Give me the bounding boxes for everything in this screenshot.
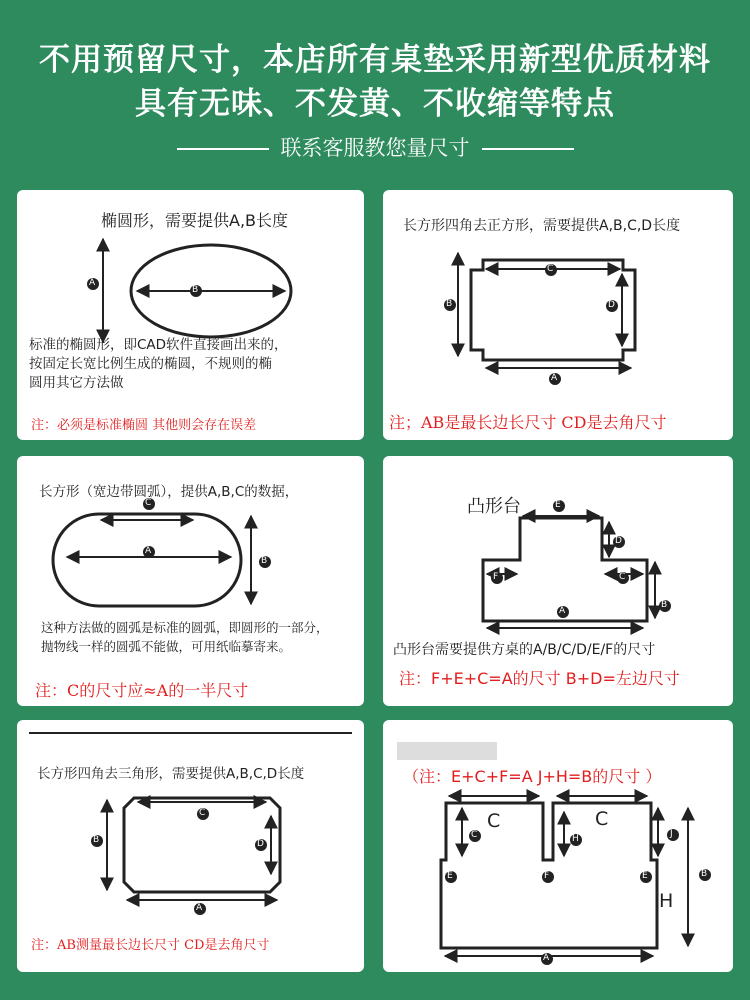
label-c-right-big: C	[595, 808, 609, 830]
card-rect-notch	[383, 190, 733, 440]
label-b: B	[446, 299, 453, 309]
stadium-title: 长方形（宽边带圆弧），提供A,B,C的数据，	[39, 484, 299, 500]
label-c: C	[619, 572, 626, 582]
label-c-left-big: C	[487, 810, 501, 832]
label-a: A	[559, 606, 566, 616]
label-a: A	[543, 953, 550, 963]
card-stadium	[17, 456, 364, 706]
label-c: C	[199, 808, 206, 818]
label-h: H	[572, 834, 579, 844]
label-j: J	[670, 829, 673, 839]
card-double	[383, 720, 733, 972]
double-note: （注：E+C+F=A J+H=B的尺寸 ）	[403, 767, 662, 786]
convex-desc: 凸形台需要提供方桌的A/B/C/D/E/F的尺寸	[393, 642, 656, 658]
label-d-small: C	[471, 830, 478, 840]
divider-right	[482, 148, 574, 150]
label-e-right: E	[642, 871, 648, 881]
label-f: F	[493, 572, 499, 582]
headline-line1: 不用预留尺寸，本店所有桌垫采用新型优质材料	[39, 42, 711, 78]
blurred-mark	[397, 742, 497, 760]
label-f: F	[544, 871, 550, 881]
convex-note: 注：F+E+C=A的尺寸 B+D=左边尺寸	[399, 669, 680, 688]
label-a: A	[551, 373, 558, 383]
label-b: B	[93, 835, 100, 845]
rect-chamfer-note: 注：AB测量最长边长尺寸 CD是去角尺寸	[31, 938, 270, 953]
label-h-big: H	[659, 890, 674, 912]
label-c: C	[145, 498, 152, 508]
label-b: B	[661, 600, 668, 610]
divider-left	[177, 148, 269, 150]
label-a: A	[196, 903, 203, 913]
label-d: D	[257, 839, 264, 849]
label-c: C	[547, 264, 554, 274]
label-e: E	[555, 500, 561, 510]
convex-title: 凸形台	[467, 496, 521, 517]
ellipse-note: 注：必须是标准椭圆 其他则会存在误差	[31, 418, 257, 433]
label-d: D	[608, 300, 615, 310]
ellipse-desc-3: 圆用其它方法做	[29, 375, 124, 391]
stadium-note: 注：C的尺寸应≈A的一半尺寸	[35, 681, 249, 700]
card-convex	[383, 456, 733, 706]
stadium-desc-1: 这种方法做的圆弧是标准的圆弧，即圆形的一部分，	[41, 620, 329, 635]
label-b: B	[192, 285, 199, 295]
label-a: A	[145, 546, 152, 556]
headline-line2: 具有无味、不发黄、不收缩等特点	[135, 86, 615, 122]
ellipse-desc-2: 按固定长宽比例生成的椭圆，不规则的椭	[29, 356, 272, 372]
label-e-left: E	[447, 871, 453, 881]
rect-chamfer-title: 长方形四角去三角形，需要提供A,B,C,D长度	[37, 766, 305, 782]
ellipse-desc-1: 标准的椭圆形，即CAD软件直接画出来的，	[29, 337, 288, 353]
stadium-desc-2: 抛物线一样的圆弧不能做，可用纸临摹寄来。	[41, 639, 292, 654]
contact-line	[0, 132, 750, 162]
contact-text: 联系客服教您量尺寸	[280, 136, 470, 160]
rect-notch-title: 长方形四角去正方形，需要提供A,B,C,D长度	[403, 218, 681, 234]
label-b: B	[701, 869, 708, 879]
ellipse-title: 椭圆形，需要提供A,B长度	[101, 211, 289, 230]
card-ellipse	[17, 190, 364, 440]
label-d: D	[615, 536, 622, 546]
label-a: A	[89, 278, 96, 288]
label-b: B	[261, 556, 268, 566]
rect-notch-note: 注；AB是最长边长尺寸 CD是去角尺寸	[389, 413, 667, 432]
double-diagram	[383, 720, 733, 972]
card-rect-chamfer	[17, 720, 364, 972]
